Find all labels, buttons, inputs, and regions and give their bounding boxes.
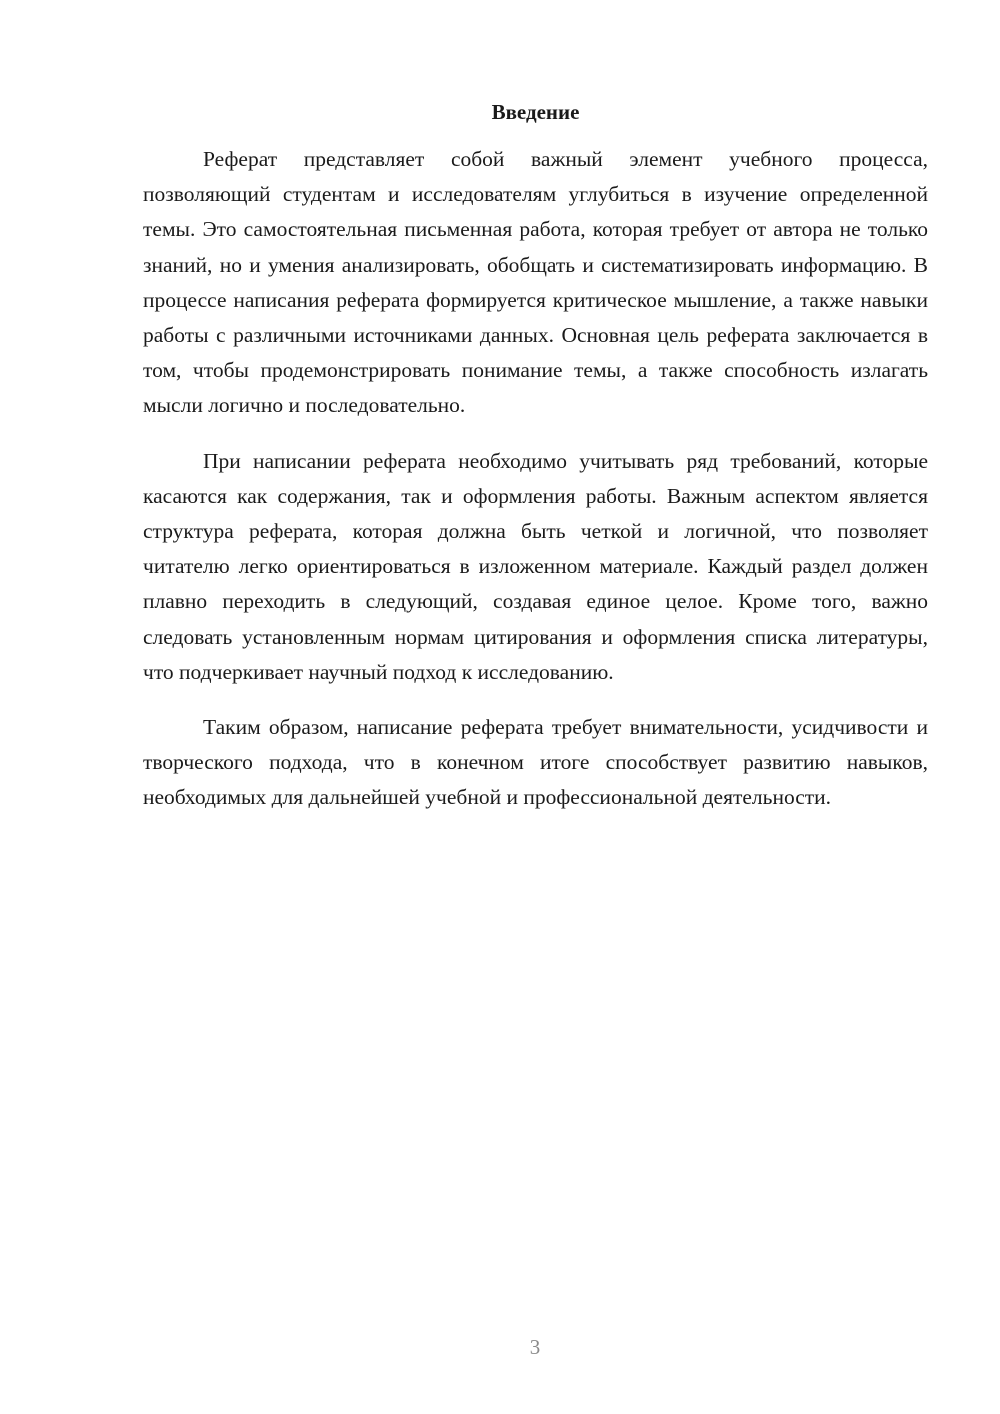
paragraph-conclusion: Таким образом, написание реферата требует внимательности, усидчивости и творческого подхода, что в конечном итоге способствует развитию навыков, необходимых для дальнейшей учебной и профессиональной деятельности. <box>143 715 928 810</box>
paragraph-intro: Реферат представляет собой важный элемент учебного процесса, позволяющий студентам и исследователям углубиться в изучение определенной темы. Это самостоятельная письменная работа, которая требует от автора не только знаний, но и умения анализировать, обобщать и систематизировать информацию. В процессе написания реферата формируется критическое мышление, а также навыки работы с различными источниками данных. Основная цель реферата заключается в том, чтобы продемонстрировать понимание темы, а также способность излагать мысли логично и последовательно. <box>143 147 928 418</box>
paragraph-requirements: При написании реферата необходимо учитывать ряд требований, которые касаются как содержания, так и оформления работы. Важным аспектом является структура реферата, которая должна быть четкой и логичной, что позволяет читателю легко ориентироваться в изложенном материале. Каждый раздел должен плавно переходить в следующий, создавая единое целое. Кроме того, важно следовать установленным нормам цитирования и оформления списка литературы, что подчеркивает научный подход к исследованию. <box>143 448 928 684</box>
body-text <box>143 142 928 836</box>
section-heading: Введение <box>491 100 580 124</box>
page-number: 3 <box>529 1335 541 1359</box>
